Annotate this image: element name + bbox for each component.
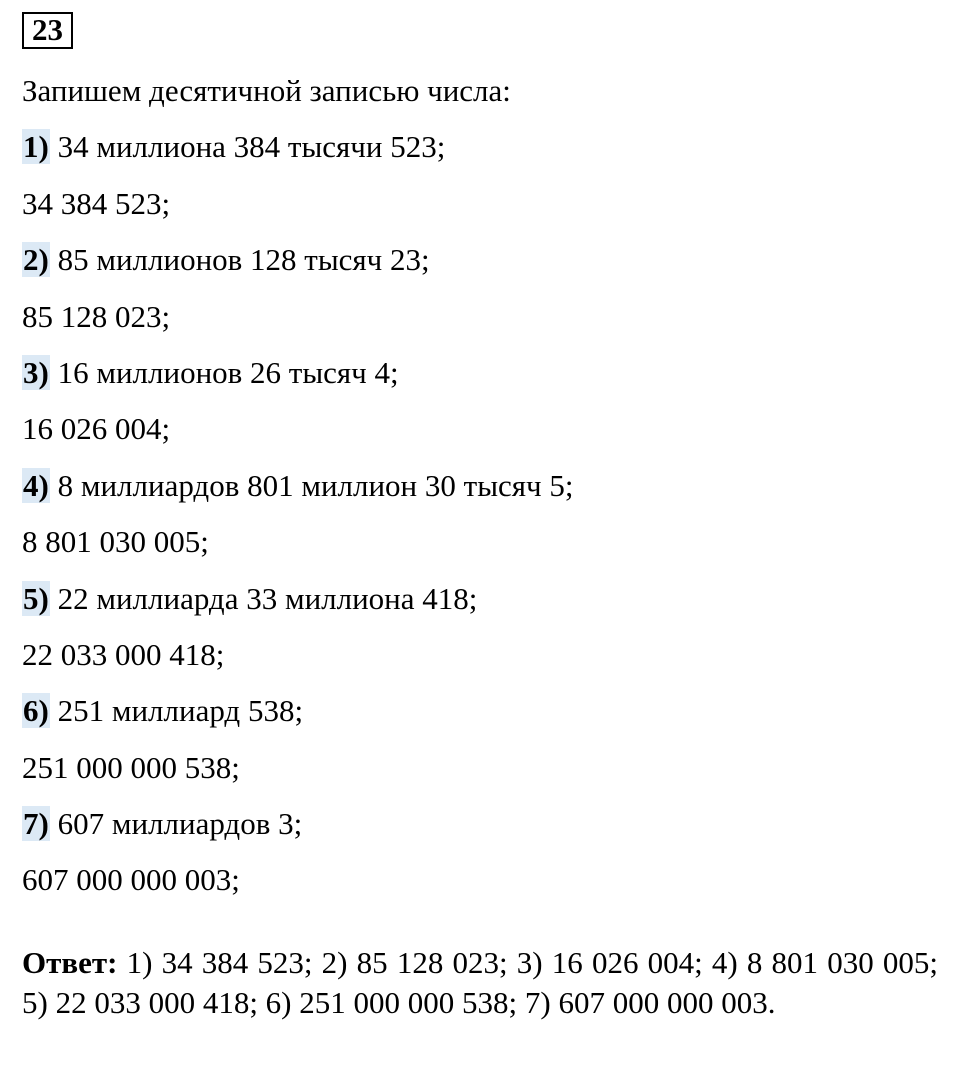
item-digits-4: 8 801 030 005;	[22, 524, 209, 560]
item-number: 3)	[23, 354, 49, 390]
task-intro: Запишем десятичной записью числа:	[22, 73, 511, 108]
answer-label: Ответ:	[22, 944, 118, 980]
item-words-5	[22, 571, 938, 627]
item-words-2	[22, 232, 938, 288]
item-number: 7)	[23, 806, 49, 842]
item-number: 1)	[23, 129, 49, 165]
item-words-text: 85 миллионов 128 тысяч 23;	[49, 242, 430, 278]
item-words-text: 34 миллиона 384 тысячи 523;	[49, 129, 446, 165]
item-words-1	[22, 119, 938, 175]
task-number-box: 23	[22, 12, 73, 49]
item-words-3	[22, 345, 938, 401]
answer-text: 1) 34 384 523; 2) 85 128 023; 3) 16 026 004; 4) 8 801 030 005; 5) 22 033 000 418; 6) 251 000 000 538; 7) 607 000 000 003.	[22, 944, 938, 1020]
item-words-7	[22, 796, 938, 852]
item-words-4	[22, 458, 938, 514]
item-words-text: 22 миллиарда 33 миллиона 418;	[49, 580, 478, 616]
item-number: 6)	[23, 693, 49, 729]
item-number: 4)	[23, 467, 49, 503]
item-digits-7: 607 000 000 003;	[22, 862, 240, 898]
item-words-text: 607 миллиардов 3;	[49, 806, 303, 842]
document-page	[22, 12, 938, 1023]
items-list	[22, 119, 938, 908]
item-digits-1: 34 384 523;	[22, 185, 171, 221]
item-digits-6: 251 000 000 538;	[22, 749, 240, 785]
item-words-6	[22, 683, 938, 739]
item-words-text: 251 миллиард 538;	[49, 693, 304, 729]
item-number: 5)	[23, 580, 49, 616]
item-words-text: 16 миллионов 26 тысяч 4;	[49, 354, 399, 390]
item-digits-3: 16 026 004;	[22, 411, 171, 447]
item-digits-2: 85 128 023;	[22, 298, 171, 334]
item-words-text: 8 миллиардов 801 миллион 30 тысяч 5;	[49, 467, 574, 503]
answer-block	[22, 943, 938, 1023]
item-digits-5: 22 033 000 418;	[22, 636, 225, 672]
item-number: 2)	[23, 242, 49, 278]
